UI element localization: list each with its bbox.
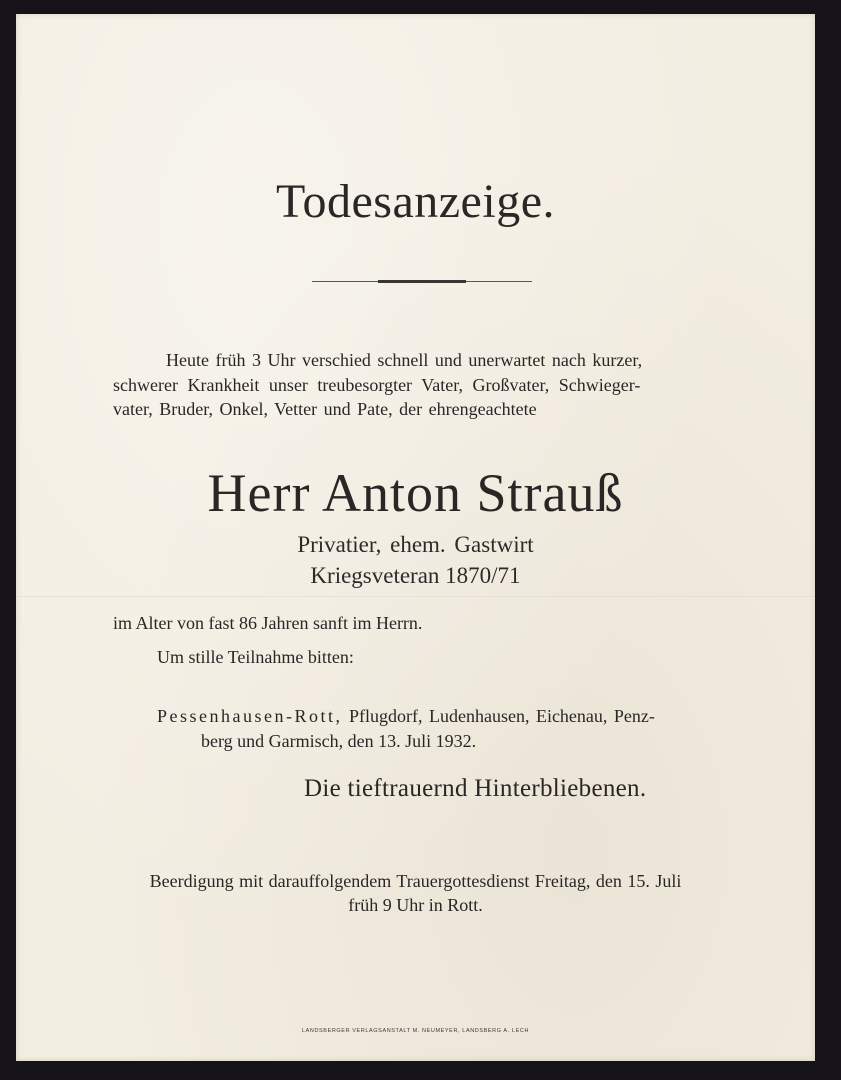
notice-title: Todesanzeige. <box>275 175 555 228</box>
deceased-name: Herr Anton Strauß <box>207 463 624 523</box>
place-rest: Pflugdorf, Ludenhausen, Eichenau, Penz- <box>342 706 655 726</box>
printer-imprint: LANDSBERGER VERLAGSANSTALT M. NEUMEYER, LANDSBERG A. LECH <box>301 1028 530 1034</box>
bereaved-signature: Die tieftrauernd Hinterbliebenen. <box>304 775 647 802</box>
deceased-veteran-status: Kriegsveteran 1870/71 <box>310 563 521 588</box>
decorative-rule-center <box>378 280 466 283</box>
intro-line-3: vater, Bruder, Onkel, Vetter und Pate, der ehrengeachtete <box>113 399 537 419</box>
paper-fold-line <box>16 596 815 598</box>
places-line-1 <box>157 704 655 729</box>
place-first: Pessenhausen-Rott, <box>157 706 343 726</box>
condolence-request: Um stille Teilnahme bitten: <box>157 647 354 667</box>
places-line-2: berg und Garmisch, den 13. Juli 1932. <box>201 731 477 751</box>
deceased-occupation: Privatier, ehem. Gastwirt <box>297 532 534 557</box>
intro-line-1: Heute früh 3 Uhr verschied schnell und unerwartet nach kurzer, <box>166 350 643 370</box>
death-notice-paper <box>16 14 815 1061</box>
burial-line-1: Beerdigung mit darauffolgendem Trauergottesdienst Freitag, den 15. Juli <box>149 871 682 891</box>
intro-line-2: schwerer Krankheit unser treubesorgter Vater, Großvater, Schwieger- <box>113 375 641 395</box>
age-line: im Alter von fast 86 Jahren sanft im Herrn. <box>113 613 423 633</box>
burial-line-2: früh 9 Uhr in Rott. <box>348 895 483 915</box>
